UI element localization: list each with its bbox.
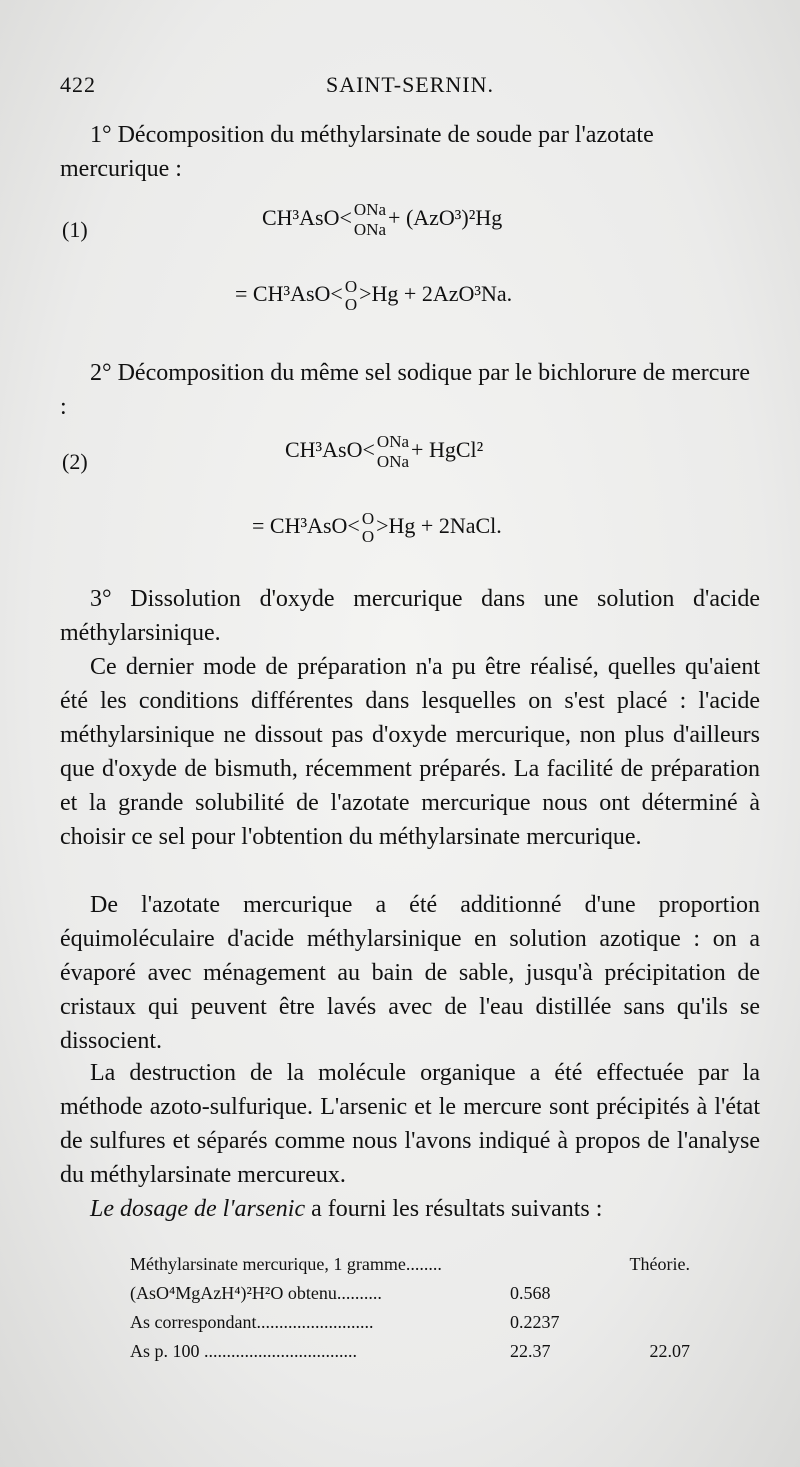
row-obtenu: [510, 1250, 610, 1279]
section-3-heading: 3° Dissolution d'oxyde mercurique dans une solution d'acide méthylarsinique.: [60, 586, 760, 646]
equation-2-plus-term: + HgCl²: [411, 437, 484, 463]
equation-2-number: (2): [62, 449, 88, 474]
dosage-rest: a fourni les résultats suivants :: [305, 1196, 603, 1222]
equation-1-plus-term: + (AzO³)²Hg: [388, 205, 503, 231]
equation-1-rhs-prefix: = CH³AsO: [235, 281, 331, 307]
equation-2-angle: <: [362, 437, 375, 463]
paragraph-3: La destruction de la molécule organique a été effectuée par la méthode azoto-sulfurique. L'arsenic et le mercure sont précipités à l'état de sulfures et séparés comme nous l'avons indiqué à propos de l'analyse du méthylarsinate mercureux.: [60, 1060, 760, 1188]
table-row: [130, 1308, 690, 1337]
equation-2-lhs-molecule: CH³AsO: [285, 437, 363, 463]
page-header: [60, 72, 760, 104]
page-number: 422: [60, 72, 96, 97]
equation-1-lhs: [262, 200, 502, 240]
equation-1-lhs-molecule: CH³AsO: [262, 205, 340, 231]
row-label: As correspondant..........................: [130, 1312, 374, 1332]
equation-1-rhs: [235, 278, 512, 314]
equation-2-sub-top: ONa: [376, 432, 410, 451]
equation-2-substituents: [377, 432, 409, 472]
row-theorie: Théorie.: [629, 1254, 690, 1274]
equation-2-ring-bottom: O: [361, 527, 375, 546]
equation-1-angle: <: [339, 205, 352, 231]
equation-1-substituents: [354, 200, 386, 240]
equation-2-ring-top: O: [361, 509, 375, 528]
equation-1-ring-right: >: [359, 281, 372, 307]
table-row: [130, 1250, 690, 1279]
paragraph-1: Ce dernier mode de préparation n'a pu être réalisé, quelles qu'aient été les conditions différentes dans lesquelles on s'est placé : l'acide méthylarsinique ne dissout pas d'oxyde mercurique, non plus d'ailleurs que d'oxyde de bismuth, récemment préparés. La facilité de préparation et la grande solubilité de l'azotate mercurique nous ont déterminé à choisir ce sel pour l'obtention du méthylarsinate mercurique.: [60, 654, 760, 850]
row-theorie: 22.07: [649, 1341, 690, 1361]
equation-2-ring: [362, 510, 374, 546]
row-obtenu: 0.2237: [510, 1312, 560, 1332]
table-row: [130, 1279, 690, 1308]
row-obtenu: 0.568: [510, 1283, 551, 1303]
row-theorie: [610, 1279, 690, 1308]
equation-1-ring: [345, 278, 357, 314]
row-obtenu: 22.37: [510, 1341, 551, 1361]
equation-2-ring-left: <: [347, 513, 360, 539]
equation-1-ring-bottom: O: [344, 295, 358, 314]
equation-1-ring-top: O: [344, 277, 358, 296]
running-title: SAINT-SERNIN.: [325, 72, 495, 97]
equation-1-rhs-suffix: Hg + 2AzO³Na.: [371, 281, 513, 307]
row-label: Méthylarsinate mercurique, 1 gramme........: [130, 1254, 442, 1274]
section-2-heading: 2° Décomposition du même sel sodique par le bichlorure de mercure :: [60, 360, 751, 420]
equation-2-rhs-suffix: Hg + 2NaCl.: [388, 513, 502, 539]
equation-2-sub-bottom: ONa: [376, 452, 410, 471]
dosage-sentence: [60, 1192, 760, 1226]
equation-1-sub-bottom: ONa: [353, 220, 387, 239]
row-label: As p. 100 ..................................: [130, 1341, 358, 1361]
equation-1-number: (1): [62, 217, 88, 242]
section-1-heading: 1° Décomposition du méthylarsinate de soude par l'azotate mercurique :: [60, 122, 654, 182]
equation-2-lhs: [285, 432, 483, 472]
paragraph-2: De l'azotate mercurique a été additionné d'une proportion équimoléculaire d'acide méthylarsinique en solution azotique : on a évaporé avec ménagement au bain de sable, jusqu'à précipitation de cristaux qui peuvent être lavés avec de l'eau distillée sans qu'ils se dissocient.: [60, 892, 760, 1054]
equation-2-rhs: [252, 510, 502, 546]
equation-1-sub-top: ONa: [353, 200, 387, 219]
equation-2-ring-right: >: [376, 513, 389, 539]
row-label: (AsO⁴MgAzH⁴)²H²O obtenu..........: [130, 1283, 382, 1303]
equation-2-rhs-prefix: = CH³AsO: [252, 513, 348, 539]
row-theorie: [610, 1308, 690, 1337]
results-table: [130, 1250, 690, 1366]
equation-1-ring-left: <: [330, 281, 343, 307]
dosage-italic: Le dosage de l'arsenic: [90, 1196, 306, 1222]
table-row: [130, 1337, 690, 1366]
